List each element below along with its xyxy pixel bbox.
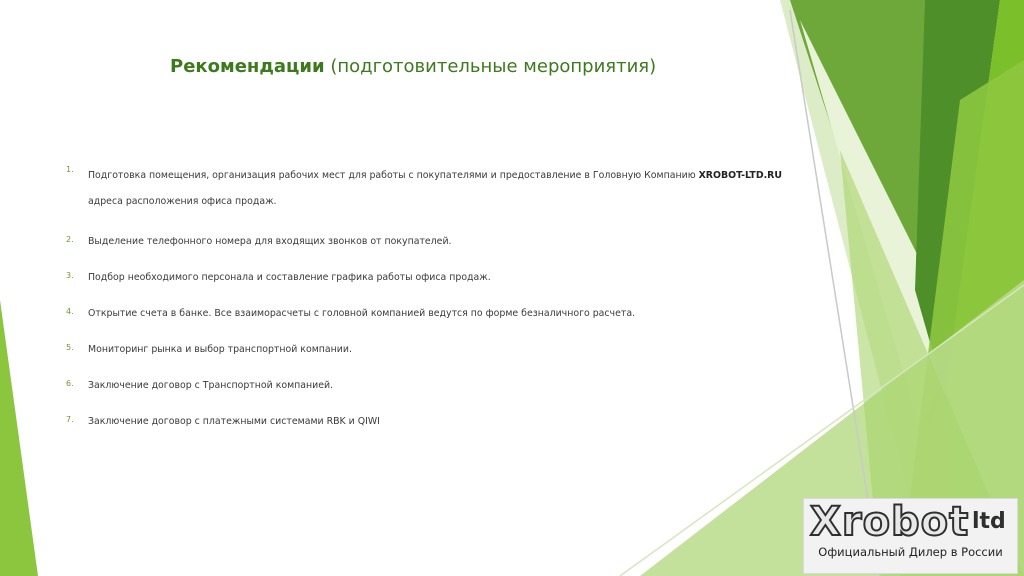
list-item	[66, 163, 786, 215]
list-item	[66, 413, 786, 431]
list-item-number: 4.	[66, 307, 74, 316]
list-item-text-part: Подготовка помещения, организация рабочих мест для работы с покупателями и предоставление в Головную Компанию	[88, 170, 699, 181]
list-item	[66, 305, 786, 323]
company-site-name: XROBOT-LTD.RU	[698, 170, 783, 181]
slide-title-bold: Рекомендации	[170, 56, 325, 77]
logo-wordmark: Xrobot	[810, 499, 970, 545]
list-item	[66, 341, 786, 359]
list-item-text: Заключение договор с Транспортной компанией.	[88, 380, 334, 391]
list-item	[66, 233, 786, 251]
slide-title-rest: (подготовительные мероприятия)	[324, 56, 657, 77]
left-green-sliver	[0, 300, 38, 576]
recommendations-list	[66, 165, 786, 449]
list-item-text: Мониторинг рынка и выбор транспортной компании.	[88, 344, 352, 355]
slide-title	[170, 56, 770, 77]
list-item-text: Выделение телефонного номера для входящих звонков от покупателей.	[88, 236, 452, 247]
list-item-number: 3.	[66, 271, 74, 280]
list-item	[66, 377, 786, 395]
list-item-number: 1.	[66, 165, 74, 174]
list-item-text	[88, 163, 786, 215]
logo-tagline: Официальный Дилер в России	[818, 545, 1003, 559]
list-item-number: 5.	[66, 343, 74, 352]
xrobot-logo	[803, 498, 1018, 574]
list-item-number: 7.	[66, 415, 74, 424]
list-item-text: Заключение договор с платежными системами RBK и QIWI	[88, 416, 380, 427]
list-item-text: Подбор необходимого персонала и составление графика работы офиса продаж.	[88, 272, 491, 283]
logo-suffix: ltd	[972, 509, 1006, 534]
list-item	[66, 269, 786, 287]
list-item-text-part: адреса расположения офиса продаж.	[88, 196, 277, 207]
list-item-text: Открытие счета в банке. Все взаиморасчеты с головной компанией ведутся по форме безналичного расчета.	[88, 308, 636, 319]
list-item-number: 2.	[66, 235, 74, 244]
list-item-number: 6.	[66, 379, 74, 388]
